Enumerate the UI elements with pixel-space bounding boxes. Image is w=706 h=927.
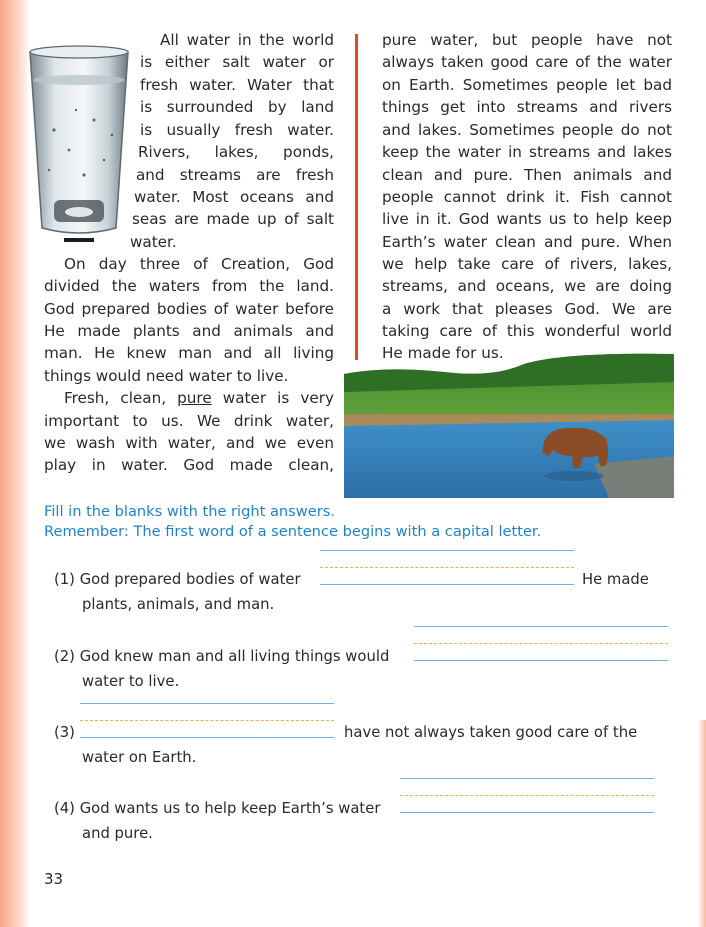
- instruction-reminder: Remember: The first word of a sentence begins with a capital letter.: [44, 523, 542, 540]
- text-line: things get into streams and rivers: [382, 98, 672, 116]
- text-line: Earth’s water clean and pure. When: [382, 233, 672, 251]
- page-edge-decoration-right: [698, 720, 706, 927]
- text-line: water. Most oceans and: [134, 188, 334, 206]
- underlined-word: pure: [177, 389, 212, 407]
- text-line: keep the water in streams and lakes: [382, 143, 672, 161]
- text-line: play in water. God made clean,: [44, 456, 334, 474]
- text-line: a work that pleases God. We are: [382, 300, 672, 318]
- question-text: God prepared bodies of water: [79, 571, 301, 588]
- text-line: always taken good care of the water: [382, 53, 672, 71]
- question-text-after: have not always taken good care of the: [344, 724, 638, 741]
- question-line: [54, 648, 389, 665]
- text-line: clean and pure. Then animals and: [382, 166, 672, 184]
- question-number: (2): [54, 648, 75, 665]
- text-line: Rivers, lakes, ponds,: [138, 143, 334, 161]
- text-line: [64, 387, 334, 409]
- bear-in-river-icon: [344, 352, 674, 498]
- text-line: is either salt water or: [140, 53, 334, 71]
- instruction-line: Fill in the blanks with the right answers.: [44, 503, 335, 520]
- text-line: pure water, but people have not: [382, 31, 672, 49]
- question-text: God wants us to help keep Earth’s water: [79, 800, 381, 817]
- text-line: fresh water. Water that: [140, 76, 334, 94]
- text-line: we help take care of rivers, lakes,: [382, 255, 672, 273]
- text-line: divided the waters from the land.: [44, 277, 334, 295]
- text-line: live in it. God wants us to help keep: [382, 210, 672, 228]
- question-text-after: He made: [582, 571, 649, 588]
- text-line: He made plants and animals and: [44, 322, 334, 340]
- question-line: [54, 800, 380, 817]
- question-continuation: plants, animals, and man.: [82, 596, 275, 613]
- text-fragment: Fresh, clean,: [64, 389, 178, 407]
- text-line: on Earth. Sometimes people let bad: [382, 76, 672, 94]
- text-fragment: water is very: [211, 389, 334, 407]
- text-line: people cannot drink it. Fish cannot: [382, 188, 672, 206]
- text-line: things would need water to live.: [44, 367, 289, 385]
- question-continuation: water on Earth.: [82, 749, 197, 766]
- text-line: He made for us.: [382, 344, 504, 362]
- text-line: All water in the world: [160, 31, 334, 49]
- text-line: On day three of Creation, God: [64, 255, 334, 273]
- question-continuation: water to live.: [82, 673, 180, 690]
- question-number: (4): [54, 800, 75, 817]
- text-line: is usually fresh water.: [140, 121, 334, 139]
- question-text: God knew man and all living things would: [79, 648, 390, 665]
- text-line: important to us. We drink water,: [44, 412, 334, 430]
- answer-blank-4[interactable]: [400, 778, 654, 814]
- question-line: [54, 571, 301, 588]
- text-line: water.: [130, 233, 177, 251]
- text-line: we wash with water, and we even: [44, 434, 334, 452]
- text-line: and lakes. Sometimes people do not: [382, 121, 672, 139]
- question-continuation: and pure.: [82, 825, 153, 842]
- answer-blank-2[interactable]: [414, 626, 668, 662]
- water-glass-icon: [24, 40, 134, 250]
- column-divider: [355, 34, 358, 360]
- text-line: God prepared bodies of water before: [44, 300, 334, 318]
- text-line: and streams are fresh: [136, 166, 334, 184]
- text-line: man. He knew man and all living: [44, 344, 334, 362]
- answer-blank-1[interactable]: [320, 550, 574, 586]
- question-number: (1): [54, 571, 75, 588]
- question-number: (3): [54, 724, 75, 741]
- text-line: seas are made up of salt: [132, 210, 334, 228]
- text-line: is surrounded by land: [140, 98, 334, 116]
- page-number: 33: [44, 870, 64, 888]
- answer-blank-3[interactable]: [80, 703, 334, 739]
- text-line: taking care of this wonderful world: [382, 322, 672, 340]
- text-line: streams, and oceans, we are doing: [382, 277, 672, 295]
